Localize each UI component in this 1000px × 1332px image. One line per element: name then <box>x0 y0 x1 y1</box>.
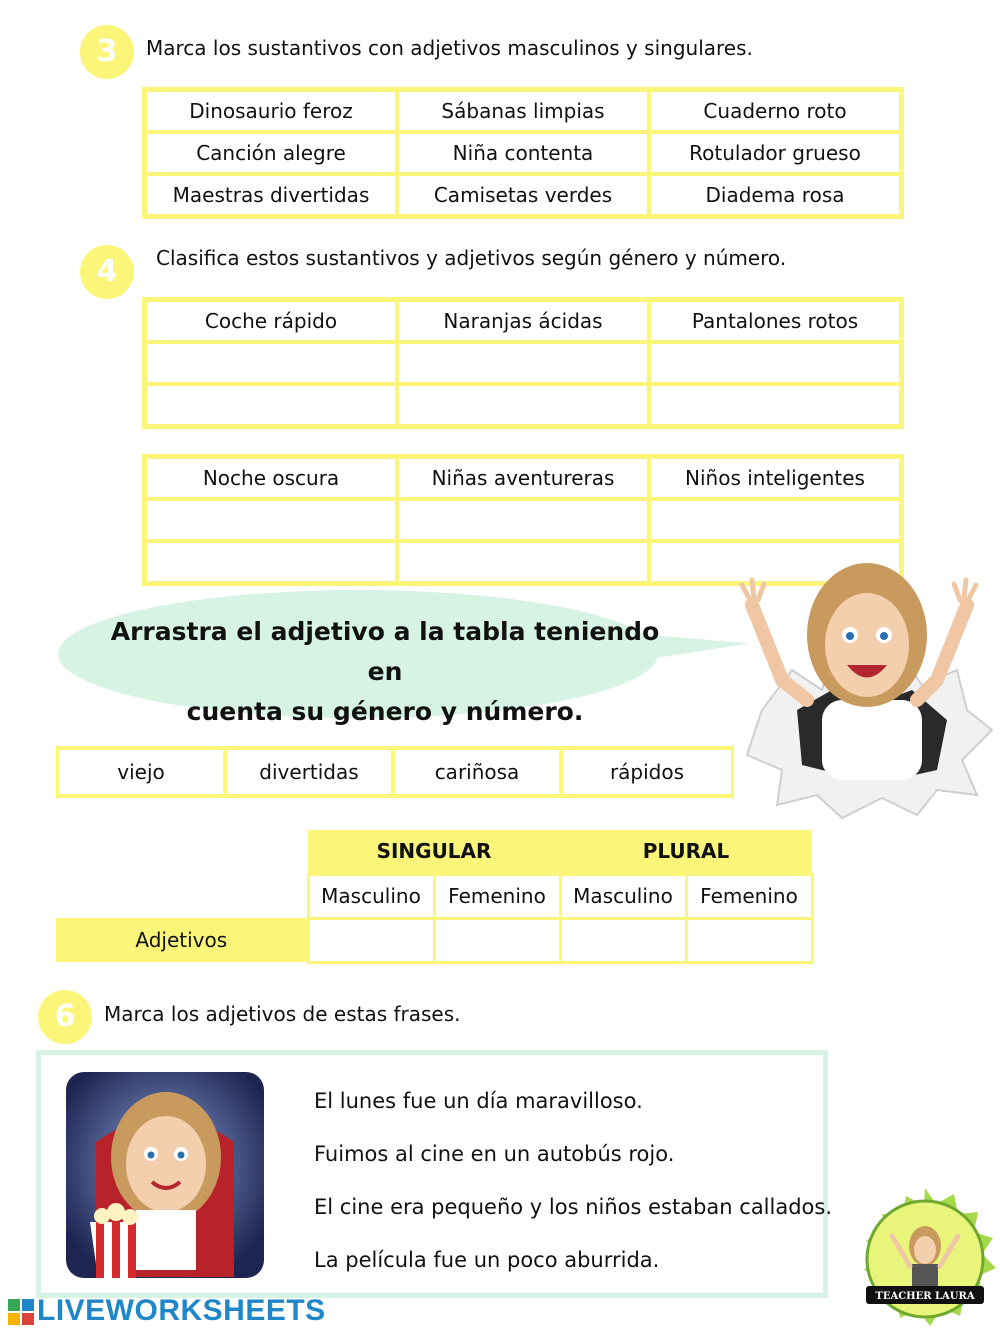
drop-cell-singular-femenino[interactable] <box>434 918 560 962</box>
adjective-chip[interactable]: rápidos <box>563 750 731 794</box>
section-3-option[interactable]: Canción alegre <box>145 132 397 174</box>
adjetivos-row-label: Adjetivos <box>56 918 308 962</box>
liveworksheets-wordmark: LIVEWORKSHEETS <box>37 1294 326 1327</box>
adjective-chip[interactable]: divertidas <box>227 750 395 794</box>
section-4-header: Pantalones rotos <box>649 300 901 342</box>
liveworksheets-logo <box>8 1294 326 1328</box>
teacher-avatar-illustration <box>722 560 1000 822</box>
section-3-option[interactable]: Sábanas limpias <box>397 90 649 132</box>
drop-cell-plural-femenino[interactable] <box>686 918 812 962</box>
singular-header: SINGULAR <box>308 830 560 874</box>
drop-cell-plural-masculino[interactable] <box>560 918 686 962</box>
sentence-4[interactable]: La película fue un poco aburrida. <box>314 1248 660 1272</box>
section-3-instruction: Marca los sustantivos con adjetivos masculinos y singulares. <box>146 36 753 60</box>
adjective-chip[interactable]: cariñosa <box>395 750 563 794</box>
adjective-chip-bank <box>56 746 734 798</box>
left-arm <box>752 605 807 700</box>
section-3-option[interactable]: Camisetas verdes <box>397 174 649 216</box>
plural-femenino-header: Femenino <box>686 874 812 918</box>
section-3-option[interactable]: Maestras divertidas <box>145 174 397 216</box>
teacher-laura-logo <box>852 1186 998 1332</box>
section-3-option[interactable]: Diadema rosa <box>649 174 901 216</box>
gender-number-table <box>56 830 814 964</box>
speech-bubble-line-1: Arrastra el adjetivo a la tabla teniendo en <box>110 617 660 686</box>
section-4-answer-cell[interactable] <box>397 342 649 384</box>
section-3-option[interactable]: Dinosaurio feroz <box>145 90 397 132</box>
teacher-laura-logo-text: TEACHER LAURA <box>875 1291 975 1302</box>
section-6-number-badge: 6 <box>38 990 92 1044</box>
section-4-header: Coche rápido <box>145 300 397 342</box>
section-3-number-badge: 3 <box>80 25 134 79</box>
liveworksheets-mark-icon <box>8 1299 34 1325</box>
section-3-option[interactable]: Cuaderno roto <box>649 90 901 132</box>
plural-header: PLURAL <box>560 830 812 874</box>
section-3-option[interactable]: Rotulador grueso <box>649 132 901 174</box>
section-4-answer-cell[interactable] <box>145 499 397 541</box>
section-6-instruction: Marca los adjetivos de estas frases. <box>104 1002 461 1026</box>
section-4-answer-cell[interactable] <box>649 384 901 426</box>
sentence-3[interactable]: El cine era pequeño y los niños estaban callados. <box>314 1195 833 1219</box>
section-4-answer-cell[interactable] <box>649 342 901 384</box>
adjective-chip[interactable]: viejo <box>59 750 227 794</box>
section-4-instruction: Clasifica estos sustantivos y adjetivos según género y número. <box>156 246 787 270</box>
blouse-shape <box>822 700 922 780</box>
singular-femenino-header: Femenino <box>434 874 560 918</box>
section-4-answer-cell[interactable] <box>145 541 397 583</box>
section-3-option[interactable]: Niña contenta <box>397 132 649 174</box>
section-4-answer-cell[interactable] <box>649 499 901 541</box>
speech-bubble-text <box>100 612 670 732</box>
section-4-answer-cell[interactable] <box>145 342 397 384</box>
section-4-answer-cell[interactable] <box>397 499 649 541</box>
sentence-2[interactable]: Fuimos al cine en un autobús rojo. <box>314 1142 675 1166</box>
face-shape <box>825 593 909 697</box>
drop-cell-singular-masculino[interactable] <box>308 918 434 962</box>
section-4-header: Niños inteligentes <box>649 457 901 499</box>
section-4-header: Noche oscura <box>145 457 397 499</box>
speech-bubble-line-2: cuenta su género y número. <box>186 697 584 726</box>
section-4-header: Niñas aventureras <box>397 457 649 499</box>
section-4-answer-cell[interactable] <box>397 541 649 583</box>
singular-masculino-header: Masculino <box>308 874 434 918</box>
teacher-cinema-illustration <box>66 1072 264 1278</box>
section-4-answer-cell[interactable] <box>145 384 397 426</box>
section-4-table-1 <box>142 297 904 429</box>
plural-masculino-header: Masculino <box>560 874 686 918</box>
section-4-number-badge: 4 <box>80 245 134 299</box>
sentence-1[interactable]: El lunes fue un día maravilloso. <box>314 1089 643 1113</box>
section-4-header: Naranjas ácidas <box>397 300 649 342</box>
section-4-answer-cell[interactable] <box>397 384 649 426</box>
section-3-table <box>142 87 904 219</box>
